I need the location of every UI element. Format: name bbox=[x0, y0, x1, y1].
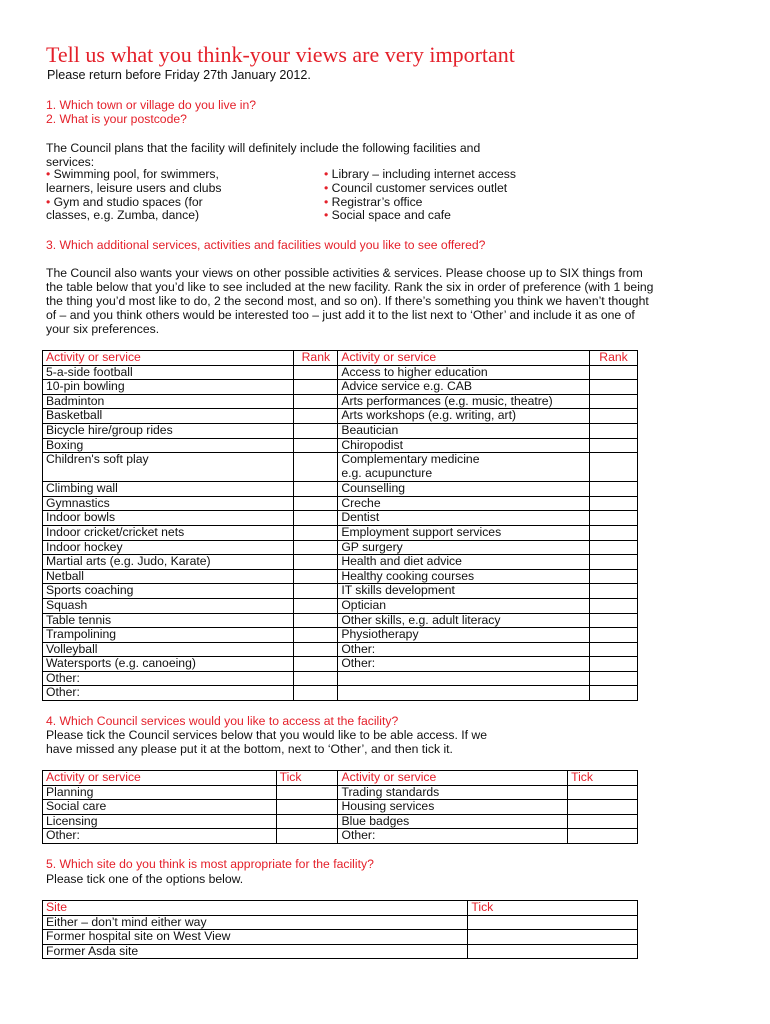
question-1: 1. Which town or village do you live in? bbox=[46, 98, 257, 112]
other-activity-cell[interactable]: Other: bbox=[338, 642, 590, 657]
col-header-tick: Tick bbox=[276, 771, 338, 786]
table-row bbox=[43, 628, 638, 643]
q3-intro-line: your six preferences. bbox=[46, 322, 160, 336]
activity-cell: Arts workshops (e.g. writing, art) bbox=[338, 409, 590, 424]
rank-input-cell[interactable] bbox=[294, 598, 338, 613]
table-row bbox=[43, 584, 638, 599]
table-row bbox=[43, 613, 638, 628]
activity-cell: Optician bbox=[338, 598, 590, 613]
rank-input-cell[interactable] bbox=[590, 657, 638, 672]
empty-cell bbox=[590, 686, 638, 701]
activity-cell: Indoor cricket/cricket nets bbox=[43, 525, 294, 540]
table-row bbox=[43, 944, 638, 959]
rank-input-cell[interactable] bbox=[590, 438, 638, 453]
rank-input-cell[interactable] bbox=[294, 686, 338, 701]
rank-input-cell[interactable] bbox=[294, 438, 338, 453]
col-header-tick: Tick bbox=[568, 771, 638, 786]
activity-cell: Physiotherapy bbox=[338, 628, 590, 643]
return-deadline: Please return before Friday 27th January 2012. bbox=[47, 68, 311, 82]
rank-input-cell[interactable] bbox=[590, 525, 638, 540]
empty-cell bbox=[338, 671, 590, 686]
service-cell: Social care bbox=[43, 800, 277, 815]
bullet-item bbox=[46, 196, 221, 210]
q3-intro-line: The Council also wants your views on other possible activities & services. Please choose up to SIX things from bbox=[46, 266, 643, 280]
question-3: 3. Which additional services, activities and facilities would you like to see offered? bbox=[46, 238, 486, 252]
table-row bbox=[43, 438, 638, 453]
bullet-text: Council customer services outlet bbox=[331, 180, 508, 195]
rank-input-cell[interactable] bbox=[294, 613, 338, 628]
table-row bbox=[43, 525, 638, 540]
rank-input-cell[interactable] bbox=[294, 394, 338, 409]
rank-input-cell[interactable] bbox=[294, 453, 338, 482]
col-header-tick: Tick bbox=[468, 901, 638, 916]
activity-cell: Children's soft play bbox=[43, 453, 294, 482]
plans-intro-line-2: services: bbox=[46, 155, 95, 169]
activity-cell: IT skills development bbox=[338, 584, 590, 599]
service-cell: Trading standards bbox=[338, 785, 568, 800]
activity-cell: Watersports (e.g. canoeing) bbox=[43, 657, 294, 672]
table-row bbox=[43, 930, 638, 945]
table-row bbox=[43, 569, 638, 584]
rank-input-cell[interactable] bbox=[294, 380, 338, 395]
rank-input-cell[interactable] bbox=[590, 555, 638, 570]
rank-input-cell[interactable] bbox=[590, 394, 638, 409]
q4-intro-line: have missed any please put it at the bottom, next to ‘Other’, and then tick it. bbox=[46, 742, 453, 756]
table-row bbox=[43, 598, 638, 613]
table-row bbox=[43, 800, 638, 815]
tick-box-cell[interactable] bbox=[568, 785, 638, 800]
other-activity-cell[interactable]: Other: bbox=[43, 671, 294, 686]
rank-input-cell[interactable] bbox=[294, 525, 338, 540]
bullet-text: Gym and studio spaces (for bbox=[53, 194, 203, 209]
activity-cell: Squash bbox=[43, 598, 294, 613]
activity-cell: 10-pin bowling bbox=[43, 380, 294, 395]
activity-cell: Indoor hockey bbox=[43, 540, 294, 555]
rank-input-cell[interactable] bbox=[294, 642, 338, 657]
rank-input-cell[interactable] bbox=[590, 409, 638, 424]
activity-cell: Martial arts (e.g. Judo, Karate) bbox=[43, 555, 294, 570]
bullet-item bbox=[324, 196, 516, 210]
rank-input-cell[interactable] bbox=[590, 584, 638, 599]
rank-input-cell[interactable] bbox=[294, 409, 338, 424]
service-cell: Housing services bbox=[338, 800, 568, 815]
rank-input-cell[interactable] bbox=[590, 598, 638, 613]
bullet-item bbox=[324, 168, 516, 182]
service-cell: Blue badges bbox=[338, 814, 568, 829]
planned-facilities-left bbox=[46, 168, 221, 223]
table-row bbox=[43, 785, 638, 800]
activity-cell: Badminton bbox=[43, 394, 294, 409]
rank-input-cell[interactable] bbox=[590, 540, 638, 555]
rank-input-cell[interactable] bbox=[294, 555, 338, 570]
col-header-rank: Rank bbox=[294, 351, 338, 366]
rank-input-cell[interactable] bbox=[294, 365, 338, 380]
rank-input-cell[interactable] bbox=[590, 642, 638, 657]
tick-box-cell[interactable] bbox=[468, 944, 638, 959]
activity-cell: Netball bbox=[43, 569, 294, 584]
activity-cell-line: Complementary medicine bbox=[341, 452, 480, 467]
rank-input-cell[interactable] bbox=[590, 380, 638, 395]
tick-box-cell[interactable] bbox=[568, 829, 638, 844]
table-row bbox=[43, 657, 638, 672]
rank-input-cell[interactable] bbox=[294, 482, 338, 497]
bullet-text: Registrar’s office bbox=[331, 194, 423, 209]
table-header-row bbox=[43, 771, 638, 786]
activity-cell: Healthy cooking courses bbox=[338, 569, 590, 584]
activity-cell: Health and diet advice bbox=[338, 555, 590, 570]
site-option-cell: Either – don’t mind either way bbox=[43, 915, 468, 930]
activity-cell: Gymnastics bbox=[43, 496, 294, 511]
col-header-site: Site bbox=[43, 901, 468, 916]
question-4: 4. Which Council services would you like to access at the facility? bbox=[46, 714, 399, 728]
activity-cell: Volleyball bbox=[43, 642, 294, 657]
table-row bbox=[43, 453, 638, 482]
bullet-icon: • bbox=[324, 208, 329, 223]
table-row bbox=[43, 482, 638, 497]
activity-cell: Employment support services bbox=[338, 525, 590, 540]
council-services-table bbox=[42, 770, 638, 844]
question-5: 5. Which site do you think is most appropriate for the facility? bbox=[46, 857, 374, 871]
rank-input-cell[interactable] bbox=[294, 496, 338, 511]
bullet-item-continued: learners, leisure users and clubs bbox=[46, 180, 222, 195]
activity-cell bbox=[338, 453, 590, 482]
bullet-icon: • bbox=[324, 180, 329, 195]
table-row bbox=[43, 423, 638, 438]
rank-input-cell[interactable] bbox=[590, 423, 638, 438]
tick-box-cell[interactable] bbox=[468, 930, 638, 945]
activity-cell: Other skills, e.g. adult literacy bbox=[338, 613, 590, 628]
activity-cell: Boxing bbox=[43, 438, 294, 453]
bullet-icon: • bbox=[324, 194, 329, 209]
bullet-text: Swimming pool, for swimmers, bbox=[53, 167, 219, 181]
tick-box-cell[interactable] bbox=[568, 800, 638, 815]
tick-box-cell[interactable] bbox=[276, 800, 338, 815]
activity-cell: Arts performances (e.g. music, theatre) bbox=[338, 394, 590, 409]
table-row bbox=[43, 814, 638, 829]
planned-facilities-right bbox=[324, 168, 516, 223]
site-table bbox=[42, 900, 638, 959]
rank-input-cell[interactable] bbox=[590, 511, 638, 526]
col-header-activity: Activity or service bbox=[338, 771, 568, 786]
other-service-cell[interactable]: Other: bbox=[43, 829, 277, 844]
table-row bbox=[43, 365, 638, 380]
tick-box-cell[interactable] bbox=[276, 814, 338, 829]
table-row bbox=[43, 829, 638, 844]
table-row bbox=[43, 686, 638, 701]
rank-input-cell[interactable] bbox=[294, 657, 338, 672]
rank-input-cell[interactable] bbox=[294, 671, 338, 686]
activity-cell-line: e.g. acupuncture bbox=[341, 465, 433, 480]
rank-input-cell[interactable] bbox=[590, 365, 638, 380]
bullet-icon: • bbox=[46, 167, 51, 181]
rank-input-cell[interactable] bbox=[590, 569, 638, 584]
activity-cell: Chiropodist bbox=[338, 438, 590, 453]
activity-cell: Counselling bbox=[338, 482, 590, 497]
other-activity-cell[interactable]: Other: bbox=[43, 686, 294, 701]
activity-cell: Basketball bbox=[43, 409, 294, 424]
q3-intro-line: the table below that you’d like to see included at the new facility. Rank the six in order of preference (with 1 being bbox=[46, 280, 654, 294]
service-cell: Licensing bbox=[43, 814, 277, 829]
site-option-cell: Former hospital site on West View bbox=[43, 930, 468, 945]
rank-input-cell[interactable] bbox=[590, 453, 638, 482]
rank-input-cell[interactable] bbox=[294, 569, 338, 584]
activity-cell: Table tennis bbox=[43, 613, 294, 628]
activity-cell: Climbing wall bbox=[43, 482, 294, 497]
activity-cell: Access to higher education bbox=[338, 365, 590, 380]
rank-input-cell[interactable] bbox=[590, 628, 638, 643]
table-row bbox=[43, 511, 638, 526]
rank-input-cell[interactable] bbox=[294, 423, 338, 438]
other-service-cell[interactable]: Other: bbox=[338, 829, 568, 844]
question-2: 2. What is your postcode? bbox=[46, 112, 187, 126]
activities-table bbox=[42, 350, 638, 701]
tick-box-cell[interactable] bbox=[468, 915, 638, 930]
activity-cell: GP surgery bbox=[338, 540, 590, 555]
rank-input-cell[interactable] bbox=[590, 482, 638, 497]
q3-intro-line: of – and you think others would be interested too – just add it to the list next to ‘Other’ and include it as one of bbox=[46, 308, 635, 322]
activity-cell: Sports coaching bbox=[43, 584, 294, 599]
table-header-row bbox=[43, 351, 638, 366]
bullet-item-continued: classes, e.g. Zumba, dance) bbox=[46, 208, 200, 223]
table-row bbox=[43, 671, 638, 686]
empty-cell bbox=[338, 686, 590, 701]
table-row bbox=[43, 555, 638, 570]
activity-cell: Trampolining bbox=[43, 628, 294, 643]
rank-input-cell[interactable] bbox=[294, 628, 338, 643]
activity-cell: Bicycle hire/group rides bbox=[43, 423, 294, 438]
activity-cell: Dentist bbox=[338, 511, 590, 526]
table-header-row bbox=[43, 901, 638, 916]
empty-cell bbox=[590, 671, 638, 686]
rank-input-cell[interactable] bbox=[590, 496, 638, 511]
page-title: Tell us what you think-your views are very important bbox=[46, 42, 515, 67]
bullet-item bbox=[324, 209, 516, 223]
table-row bbox=[43, 642, 638, 657]
col-header-activity: Activity or service bbox=[338, 351, 590, 366]
rank-input-cell[interactable] bbox=[294, 584, 338, 599]
activity-cell: Beautician bbox=[338, 423, 590, 438]
table-row bbox=[43, 394, 638, 409]
q5-intro: Please tick one of the options below. bbox=[46, 872, 244, 886]
service-cell: Planning bbox=[43, 785, 277, 800]
table-row bbox=[43, 540, 638, 555]
bullet-item bbox=[46, 168, 221, 182]
table-row bbox=[43, 380, 638, 395]
col-header-activity: Activity or service bbox=[43, 351, 294, 366]
rank-input-cell[interactable] bbox=[294, 511, 338, 526]
col-header-rank: Rank bbox=[590, 351, 638, 366]
table-row bbox=[43, 409, 638, 424]
table-row bbox=[43, 915, 638, 930]
bullet-item bbox=[324, 182, 516, 196]
site-option-cell: Former Asda site bbox=[43, 944, 468, 959]
bullet-text: Social space and cafe bbox=[331, 208, 451, 223]
tick-box-cell[interactable] bbox=[276, 829, 338, 844]
bullet-text: Library – including internet access bbox=[331, 167, 516, 181]
rank-input-cell[interactable] bbox=[590, 613, 638, 628]
q3-intro-line: the thing you’d most like to do, 2 the second most, and so on). If there’s something you think we haven’t thought bbox=[46, 294, 649, 308]
plans-intro-line-1: The Council plans that the facility will definitely include the following facilities and bbox=[46, 141, 481, 155]
bullet-icon: • bbox=[46, 194, 51, 209]
q4-intro-line: Please tick the Council services below that you would like to be able access. If we bbox=[46, 728, 488, 742]
tick-box-cell[interactable] bbox=[568, 814, 638, 829]
activity-cell: 5-a-side football bbox=[43, 365, 294, 380]
rank-input-cell[interactable] bbox=[294, 540, 338, 555]
activity-cell: Indoor bowls bbox=[43, 511, 294, 526]
bullet-icon: • bbox=[324, 167, 329, 181]
activity-cell: Creche bbox=[338, 496, 590, 511]
table-row bbox=[43, 496, 638, 511]
col-header-activity: Activity or service bbox=[43, 771, 277, 786]
other-activity-cell[interactable]: Other: bbox=[338, 657, 590, 672]
tick-box-cell[interactable] bbox=[276, 785, 338, 800]
activity-cell: Advice service e.g. CAB bbox=[338, 380, 590, 395]
